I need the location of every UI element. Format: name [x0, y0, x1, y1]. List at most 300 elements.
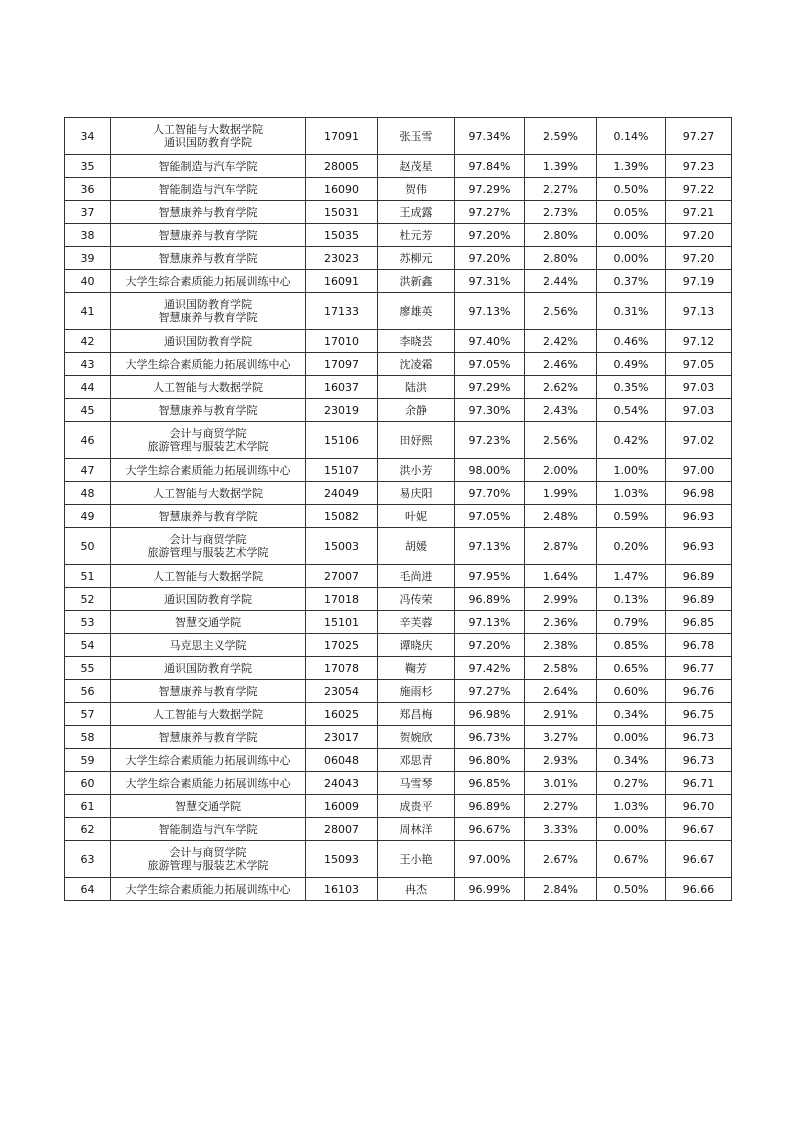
- staff-id: 27007: [306, 565, 378, 588]
- department-cell: [111, 841, 306, 878]
- person-name: 冉杰: [378, 878, 455, 901]
- rate-1: 97.20%: [455, 224, 525, 247]
- rate-2: 2.80%: [525, 247, 597, 270]
- person-name: 郑昌梅: [378, 703, 455, 726]
- department-cell: [111, 611, 306, 634]
- row-number: 60: [65, 772, 111, 795]
- person-name: 余静: [378, 399, 455, 422]
- row-number: 38: [65, 224, 111, 247]
- staff-id: 15082: [306, 505, 378, 528]
- department-name: 人工智能与大数据学院: [153, 707, 263, 721]
- rate-2: 2.62%: [525, 376, 597, 399]
- department-name: 大学生综合素质能力拓展训练中心: [125, 776, 291, 790]
- rate-3: 0.50%: [597, 878, 666, 901]
- department-name: 智慧康养与教育学院: [158, 205, 258, 219]
- row-number: 57: [65, 703, 111, 726]
- row-number: 64: [65, 878, 111, 901]
- rate-3: 1.03%: [597, 795, 666, 818]
- staff-id: 24043: [306, 772, 378, 795]
- table-row: [65, 353, 732, 376]
- row-number: 34: [65, 118, 111, 155]
- department-name: 旅游管理与服装艺术学院: [147, 546, 269, 559]
- final-score: 96.78: [666, 634, 732, 657]
- table-row: [65, 118, 732, 155]
- row-number: 62: [65, 818, 111, 841]
- department-cell: [111, 201, 306, 224]
- staff-id: 16091: [306, 270, 378, 293]
- rate-3: 0.14%: [597, 118, 666, 155]
- rate-1: 96.99%: [455, 878, 525, 901]
- person-name: 冯传荣: [378, 588, 455, 611]
- department-name: 通识国防教育学院: [164, 661, 252, 675]
- rate-2: 2.46%: [525, 353, 597, 376]
- rate-1: 97.30%: [455, 399, 525, 422]
- department-name: 智慧康养与教育学院: [158, 228, 258, 242]
- department-cell: [111, 376, 306, 399]
- row-number: 63: [65, 841, 111, 878]
- rate-3: 0.67%: [597, 841, 666, 878]
- final-score: 96.67: [666, 818, 732, 841]
- rate-3: 0.00%: [597, 726, 666, 749]
- department-name: 智慧康养与教育学院: [158, 311, 258, 324]
- rate-1: 96.89%: [455, 588, 525, 611]
- table-row: [65, 795, 732, 818]
- rate-1: 97.34%: [455, 118, 525, 155]
- final-score: 97.03: [666, 376, 732, 399]
- staff-id: 23054: [306, 680, 378, 703]
- rate-1: 97.84%: [455, 155, 525, 178]
- rate-3: 0.00%: [597, 818, 666, 841]
- department-cell: [111, 353, 306, 376]
- department-name: 会计与商贸学院: [169, 533, 247, 546]
- rate-2: 3.27%: [525, 726, 597, 749]
- rate-3: 0.35%: [597, 376, 666, 399]
- rate-3: 1.00%: [597, 459, 666, 482]
- staff-id: 23019: [306, 399, 378, 422]
- table-row: [65, 726, 732, 749]
- person-name: 易庆阳: [378, 482, 455, 505]
- person-name: 张玉雪: [378, 118, 455, 155]
- final-score: 97.02: [666, 422, 732, 459]
- person-name: 陆洪: [378, 376, 455, 399]
- staff-id: 24049: [306, 482, 378, 505]
- department-cell: [111, 118, 306, 155]
- rate-1: 97.31%: [455, 270, 525, 293]
- rate-3: 0.37%: [597, 270, 666, 293]
- person-name: 苏柳元: [378, 247, 455, 270]
- row-number: 40: [65, 270, 111, 293]
- department-cell: [111, 726, 306, 749]
- rate-2: 2.64%: [525, 680, 597, 703]
- department-cell: [111, 703, 306, 726]
- department-cell: [111, 459, 306, 482]
- rate-1: 97.95%: [455, 565, 525, 588]
- rate-1: 96.73%: [455, 726, 525, 749]
- row-number: 49: [65, 505, 111, 528]
- rate-3: 0.59%: [597, 505, 666, 528]
- department-cell: [111, 224, 306, 247]
- rate-1: 97.27%: [455, 680, 525, 703]
- staff-id: 16090: [306, 178, 378, 201]
- department-name: 人工智能与大数据学院: [153, 486, 263, 500]
- table-row: [65, 459, 732, 482]
- table-row: [65, 247, 732, 270]
- rate-3: 1.03%: [597, 482, 666, 505]
- row-number: 41: [65, 293, 111, 330]
- rate-3: 0.00%: [597, 247, 666, 270]
- final-score: 97.12: [666, 330, 732, 353]
- final-score: 97.00: [666, 459, 732, 482]
- rate-2: 2.93%: [525, 749, 597, 772]
- person-name: 毛尚进: [378, 565, 455, 588]
- final-score: 96.98: [666, 482, 732, 505]
- final-score: 96.93: [666, 528, 732, 565]
- row-number: 54: [65, 634, 111, 657]
- staff-id: 15093: [306, 841, 378, 878]
- table-row: [65, 703, 732, 726]
- staff-id: 16009: [306, 795, 378, 818]
- staff-id: 15003: [306, 528, 378, 565]
- table-row: [65, 749, 732, 772]
- person-name: 廖雄英: [378, 293, 455, 330]
- staff-id: 23017: [306, 726, 378, 749]
- rate-2: 2.80%: [525, 224, 597, 247]
- staff-id: 16025: [306, 703, 378, 726]
- row-number: 58: [65, 726, 111, 749]
- table-body: [65, 118, 732, 901]
- row-number: 55: [65, 657, 111, 680]
- rate-1: 97.42%: [455, 657, 525, 680]
- rate-1: 96.80%: [455, 749, 525, 772]
- department-cell: [111, 565, 306, 588]
- final-score: 96.67: [666, 841, 732, 878]
- row-number: 48: [65, 482, 111, 505]
- rate-2: 3.33%: [525, 818, 597, 841]
- staff-id: 16103: [306, 878, 378, 901]
- person-name: 洪新鑫: [378, 270, 455, 293]
- rate-2: 1.64%: [525, 565, 597, 588]
- department-name: 智能制造与汽车学院: [158, 822, 258, 836]
- rate-2: 2.56%: [525, 422, 597, 459]
- department-name: 会计与商贸学院: [169, 427, 247, 440]
- rate-2: 2.27%: [525, 178, 597, 201]
- final-score: 96.89: [666, 588, 732, 611]
- department-name: 马克思主义学院: [169, 638, 247, 652]
- rate-1: 97.00%: [455, 841, 525, 878]
- person-name: 田妤熙: [378, 422, 455, 459]
- person-name: 杜元芳: [378, 224, 455, 247]
- person-name: 马雪琴: [378, 772, 455, 795]
- person-name: 赵茂星: [378, 155, 455, 178]
- rate-3: 0.20%: [597, 528, 666, 565]
- final-score: 96.71: [666, 772, 732, 795]
- department-name: 大学生综合素质能力拓展训练中心: [125, 753, 291, 767]
- rate-2: 2.91%: [525, 703, 597, 726]
- person-name: 沈凌霜: [378, 353, 455, 376]
- rate-1: 97.70%: [455, 482, 525, 505]
- row-number: 44: [65, 376, 111, 399]
- department-name: 智慧交通学院: [175, 799, 241, 813]
- rate-1: 97.20%: [455, 247, 525, 270]
- rate-1: 97.13%: [455, 528, 525, 565]
- person-name: 成贵平: [378, 795, 455, 818]
- rate-3: 0.85%: [597, 634, 666, 657]
- table-row: [65, 505, 732, 528]
- row-number: 36: [65, 178, 111, 201]
- staff-id: 15107: [306, 459, 378, 482]
- rate-2: 2.00%: [525, 459, 597, 482]
- department-name: 智慧交通学院: [175, 615, 241, 629]
- final-score: 96.93: [666, 505, 732, 528]
- table-row: [65, 293, 732, 330]
- row-number: 61: [65, 795, 111, 818]
- rate-2: 2.87%: [525, 528, 597, 565]
- staff-id: 17091: [306, 118, 378, 155]
- final-score: 96.73: [666, 726, 732, 749]
- final-score: 97.03: [666, 399, 732, 422]
- rate-2: 2.73%: [525, 201, 597, 224]
- rate-1: 97.40%: [455, 330, 525, 353]
- staff-id: 16037: [306, 376, 378, 399]
- department-name: 大学生综合素质能力拓展训练中心: [125, 882, 291, 896]
- rate-2: 2.38%: [525, 634, 597, 657]
- rate-1: 97.05%: [455, 353, 525, 376]
- final-score: 97.27: [666, 118, 732, 155]
- department-name: 通识国防教育学院: [164, 334, 252, 348]
- table-row: [65, 224, 732, 247]
- final-score: 97.23: [666, 155, 732, 178]
- department-cell: [111, 178, 306, 201]
- rate-2: 2.43%: [525, 399, 597, 422]
- department-cell: [111, 422, 306, 459]
- final-score: 97.19: [666, 270, 732, 293]
- final-score: 96.85: [666, 611, 732, 634]
- department-name: 会计与商贸学院: [169, 846, 247, 859]
- staff-id: 06048: [306, 749, 378, 772]
- row-number: 47: [65, 459, 111, 482]
- table-row: [65, 482, 732, 505]
- staff-id: 17078: [306, 657, 378, 680]
- department-cell: [111, 634, 306, 657]
- person-name: 洪小芳: [378, 459, 455, 482]
- staff-id: 17133: [306, 293, 378, 330]
- table-row: [65, 330, 732, 353]
- staff-id: 15101: [306, 611, 378, 634]
- table-row: [65, 818, 732, 841]
- rate-1: 97.05%: [455, 505, 525, 528]
- department-cell: [111, 657, 306, 680]
- rate-1: 97.29%: [455, 376, 525, 399]
- rate-2: 2.67%: [525, 841, 597, 878]
- department-name: 智慧康养与教育学院: [158, 684, 258, 698]
- rate-3: 0.27%: [597, 772, 666, 795]
- row-number: 51: [65, 565, 111, 588]
- table-row: [65, 657, 732, 680]
- rate-2: 2.42%: [525, 330, 597, 353]
- table-row: [65, 422, 732, 459]
- department-cell: [111, 270, 306, 293]
- rate-3: 0.50%: [597, 178, 666, 201]
- table-row: [65, 376, 732, 399]
- table-row: [65, 565, 732, 588]
- rate-3: 0.00%: [597, 224, 666, 247]
- person-name: 王成露: [378, 201, 455, 224]
- table-row: [65, 878, 732, 901]
- department-cell: [111, 749, 306, 772]
- final-score: 97.21: [666, 201, 732, 224]
- row-number: 46: [65, 422, 111, 459]
- department-name: 智慧康养与教育学院: [158, 509, 258, 523]
- department-cell: [111, 330, 306, 353]
- staff-id: 28005: [306, 155, 378, 178]
- final-score: 97.05: [666, 353, 732, 376]
- table-row: [65, 178, 732, 201]
- department-cell: [111, 528, 306, 565]
- rate-3: 0.34%: [597, 749, 666, 772]
- rate-3: 0.05%: [597, 201, 666, 224]
- final-score: 96.73: [666, 749, 732, 772]
- rate-1: 97.27%: [455, 201, 525, 224]
- staff-id: 17097: [306, 353, 378, 376]
- rate-3: 0.13%: [597, 588, 666, 611]
- final-score: 97.13: [666, 293, 732, 330]
- rate-2: 2.48%: [525, 505, 597, 528]
- department-name: 智慧康养与教育学院: [158, 403, 258, 417]
- rate-3: 0.65%: [597, 657, 666, 680]
- rate-2: 2.58%: [525, 657, 597, 680]
- final-score: 96.70: [666, 795, 732, 818]
- department-cell: [111, 795, 306, 818]
- staff-id: 15031: [306, 201, 378, 224]
- department-cell: [111, 818, 306, 841]
- table-row: [65, 528, 732, 565]
- rate-1: 96.98%: [455, 703, 525, 726]
- rate-3: 1.47%: [597, 565, 666, 588]
- person-name: 王小艳: [378, 841, 455, 878]
- row-number: 56: [65, 680, 111, 703]
- rate-2: 3.01%: [525, 772, 597, 795]
- person-name: 周林洋: [378, 818, 455, 841]
- person-name: 辛芙蓉: [378, 611, 455, 634]
- department-name: 大学生综合素质能力拓展训练中心: [125, 274, 291, 288]
- rate-1: 96.67%: [455, 818, 525, 841]
- person-name: 谭晓庆: [378, 634, 455, 657]
- row-number: 42: [65, 330, 111, 353]
- rate-2: 1.99%: [525, 482, 597, 505]
- department-cell: [111, 772, 306, 795]
- department-name: 大学生综合素质能力拓展训练中心: [125, 463, 291, 477]
- person-name: 施雨杉: [378, 680, 455, 703]
- final-score: 96.76: [666, 680, 732, 703]
- ranking-table: [64, 117, 732, 901]
- rate-3: 0.31%: [597, 293, 666, 330]
- rate-1: 97.20%: [455, 634, 525, 657]
- final-score: 96.77: [666, 657, 732, 680]
- row-number: 59: [65, 749, 111, 772]
- department-cell: [111, 588, 306, 611]
- table-row: [65, 611, 732, 634]
- staff-id: 23023: [306, 247, 378, 270]
- rate-3: 1.39%: [597, 155, 666, 178]
- final-score: 97.20: [666, 247, 732, 270]
- table-row: [65, 270, 732, 293]
- rate-2: 2.59%: [525, 118, 597, 155]
- staff-id: 17010: [306, 330, 378, 353]
- table-row: [65, 772, 732, 795]
- person-name: 邓思青: [378, 749, 455, 772]
- rate-3: 0.34%: [597, 703, 666, 726]
- row-number: 39: [65, 247, 111, 270]
- staff-id: 17025: [306, 634, 378, 657]
- department-cell: [111, 293, 306, 330]
- department-cell: [111, 505, 306, 528]
- person-name: 贺婉欣: [378, 726, 455, 749]
- department-cell: [111, 680, 306, 703]
- department-name: 大学生综合素质能力拓展训练中心: [125, 357, 291, 371]
- person-name: 胡媛: [378, 528, 455, 565]
- department-name: 智能制造与汽车学院: [158, 159, 258, 173]
- department-name: 智慧康养与教育学院: [158, 730, 258, 744]
- row-number: 45: [65, 399, 111, 422]
- rate-3: 0.42%: [597, 422, 666, 459]
- rate-1: 98.00%: [455, 459, 525, 482]
- rate-3: 0.49%: [597, 353, 666, 376]
- row-number: 50: [65, 528, 111, 565]
- department-name: 旅游管理与服装艺术学院: [147, 440, 269, 453]
- row-number: 35: [65, 155, 111, 178]
- rate-2: 2.36%: [525, 611, 597, 634]
- department-cell: [111, 155, 306, 178]
- table-row: [65, 201, 732, 224]
- department-name: 通识国防教育学院: [164, 298, 252, 311]
- table-row: [65, 634, 732, 657]
- department-name: 人工智能与大数据学院: [153, 380, 263, 394]
- department-name: 通识国防教育学院: [164, 136, 252, 149]
- department-name: 通识国防教育学院: [164, 592, 252, 606]
- person-name: 贺伟: [378, 178, 455, 201]
- rate-3: 0.46%: [597, 330, 666, 353]
- row-number: 43: [65, 353, 111, 376]
- staff-id: 15035: [306, 224, 378, 247]
- final-score: 96.89: [666, 565, 732, 588]
- final-score: 97.20: [666, 224, 732, 247]
- person-name: 李晓芸: [378, 330, 455, 353]
- rate-2: 1.39%: [525, 155, 597, 178]
- staff-id: 15106: [306, 422, 378, 459]
- staff-id: 17018: [306, 588, 378, 611]
- department-name: 人工智能与大数据学院: [153, 569, 263, 583]
- final-score: 96.66: [666, 878, 732, 901]
- table-row: [65, 399, 732, 422]
- final-score: 96.75: [666, 703, 732, 726]
- rate-2: 2.44%: [525, 270, 597, 293]
- table-row: [65, 680, 732, 703]
- rate-1: 97.13%: [455, 611, 525, 634]
- person-name: 鞠芳: [378, 657, 455, 680]
- department-cell: [111, 399, 306, 422]
- rate-2: 2.84%: [525, 878, 597, 901]
- rate-2: 2.56%: [525, 293, 597, 330]
- rate-2: 2.27%: [525, 795, 597, 818]
- staff-id: 28007: [306, 818, 378, 841]
- department-cell: [111, 482, 306, 505]
- table-row: [65, 588, 732, 611]
- rate-1: 97.29%: [455, 178, 525, 201]
- rate-1: 97.13%: [455, 293, 525, 330]
- table-row: [65, 155, 732, 178]
- rate-3: 0.54%: [597, 399, 666, 422]
- department-cell: [111, 247, 306, 270]
